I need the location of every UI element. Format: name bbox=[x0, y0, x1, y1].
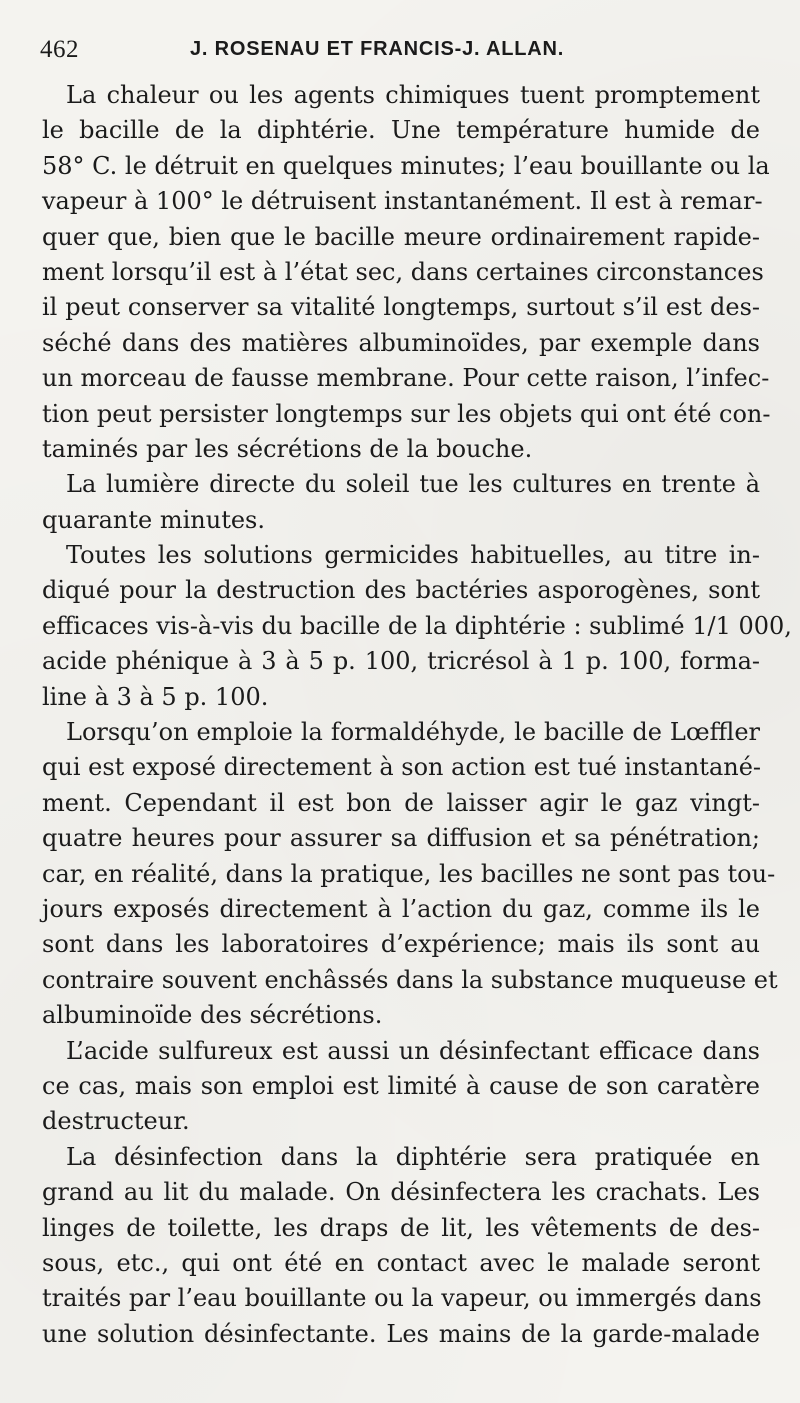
text-line: quer que, bien que le bacille meure ordinairement rapide- bbox=[42, 222, 760, 251]
page-number: 462 bbox=[40, 36, 79, 63]
text-line: destructeur. bbox=[42, 1107, 190, 1136]
text-line: une solution désinfectante. Les mains de la garde-malade bbox=[42, 1319, 760, 1348]
text-line: le bacille de la diphtérie. Une température humide de bbox=[42, 116, 760, 145]
text-line: traités par l’eau bouillante ou la vapeur, ou immergés dans bbox=[42, 1284, 762, 1313]
paragraph bbox=[42, 1140, 760, 1352]
text-line: efficaces vis-à-vis du bacille de la diphtérie : sublimé 1/1 000, bbox=[42, 611, 792, 640]
text-line: Toutes les solutions germicides habituelles, au titre in- bbox=[66, 541, 760, 570]
text-line: qui est exposé directement à son action est tué instantané- bbox=[42, 753, 762, 782]
text-line: albuminoïde des sécrétions. bbox=[42, 1001, 383, 1030]
text-line: line à 3 à 5 p. 100. bbox=[42, 682, 269, 711]
text-line: ce cas, mais son emploi est limité à cause de son caratère bbox=[42, 1071, 760, 1100]
page-header bbox=[40, 36, 760, 66]
text-line: La chaleur ou les agents chimiques tuent promptement bbox=[66, 81, 760, 109]
paragraph bbox=[42, 538, 792, 715]
text-line: ment. Cependant il est bon de laisser agir le gaz vingt- bbox=[42, 788, 760, 817]
paragraph bbox=[42, 78, 771, 467]
body-text bbox=[42, 78, 792, 1352]
text-line: Lorsqu’on emploie la formaldéhyde, le bacille de Lœffler bbox=[66, 718, 760, 747]
text-line: quatre heures pour assurer sa diffusion et sa pénétration; bbox=[42, 824, 760, 853]
paragraph bbox=[42, 1034, 760, 1140]
text-line: tion peut persister longtemps sur les objets qui ont été con- bbox=[42, 399, 771, 428]
text-line: La désinfection dans la diphtérie sera pratiquée en bbox=[66, 1142, 760, 1171]
text-line: acide phénique à 3 à 5 p. 100, tricrésol à 1 p. 100, forma- bbox=[42, 647, 760, 676]
text-line: contraire souvent enchâssés dans la substance muqueuse et bbox=[42, 965, 778, 994]
text-line: La lumière directe du soleil tue les cultures en trente à bbox=[66, 470, 760, 499]
text-line: vapeur à 100° le détruisent instantanément. Il est à remar- bbox=[42, 187, 763, 216]
text-line: quarante minutes. bbox=[42, 505, 265, 534]
text-line: linges de toilette, les draps de lit, les vêtements de des- bbox=[42, 1213, 760, 1242]
running-head: J. ROSENAU ET FRANCIS-J. ALLAN. bbox=[190, 38, 565, 60]
paragraph bbox=[42, 467, 760, 538]
paragraph bbox=[42, 715, 778, 1034]
text-line: un morceau de fausse membrane. Pour cette raison, l’infec- bbox=[42, 364, 770, 393]
text-line: L’acide sulfureux est aussi un désinfectant efficace dans bbox=[66, 1036, 760, 1065]
text-line: ment lorsqu’il est à l’état sec, dans certaines circonstances bbox=[42, 257, 764, 286]
text-line: grand au lit du malade. On désinfectera les crachats. Les bbox=[42, 1178, 760, 1207]
text-line: sont dans les laboratoires d’expérience; mais ils sont au bbox=[42, 930, 760, 959]
text-line: car, en réalité, dans la pratique, les bacilles ne sont pas tou- bbox=[42, 859, 776, 888]
text-line: diqué pour la destruction des bactéries asporogènes, sont bbox=[42, 576, 760, 605]
text-line: taminés par les sécrétions de la bouche. bbox=[42, 434, 533, 463]
text-line: 58° C. le détruit en quelques minutes; l’eau bouillante ou la bbox=[42, 151, 770, 180]
text-line: sous, etc., qui ont été en contact avec le malade seront bbox=[42, 1248, 760, 1277]
text-line: il peut conserver sa vitalité longtemps, surtout s’il est des- bbox=[42, 293, 760, 322]
text-line: jours exposés directement à l’action du gaz, comme ils le bbox=[42, 894, 760, 923]
text-line: séché dans des matières albuminoïdes, par exemple dans bbox=[42, 328, 760, 357]
